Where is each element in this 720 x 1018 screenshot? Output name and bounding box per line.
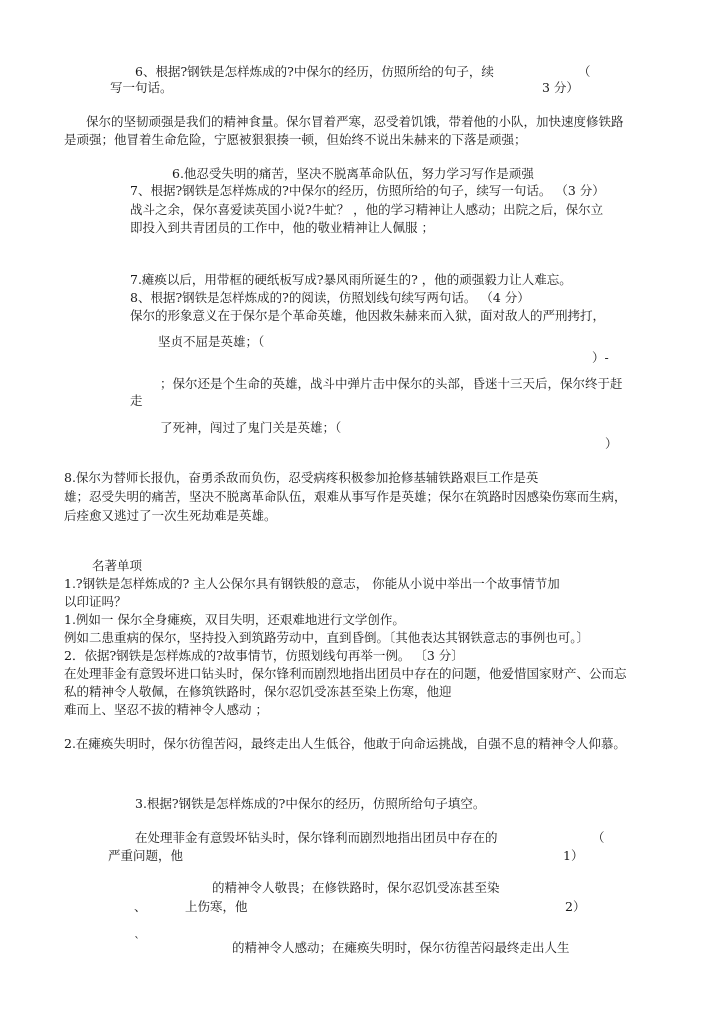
question-8-text-2-cont: 走 [130,393,143,408]
item-2-text-cont: 私的精神令人敬佩，在修筑铁路时，保尔忍饥受冻甚至染上伤寒，他迎 [64,684,452,699]
bracket-open: （ [592,830,605,845]
item-1-prompt: 1.?钢铁是怎样炼成的? 主人公保尔具有钢铁般的意志， 你能从小说中举出一个故事情节加 [64,576,560,591]
item-3-prompt: 3.根据?钢铁是怎样炼成的?中保尔的经历，仿照所给句子填空。 [135,796,486,811]
bracket-close: ） [605,436,618,451]
item-1-example-2: 例如二患重病的保尔，坚持投入到筑路劳动中，直到昏倒。〔其他表达其钢铁意志的事例也可。〕 [64,630,590,645]
stray-mark: ` [134,934,141,949]
score-label: 3 分） [542,80,579,95]
question-6-prompt: 6、根据?钢铁是怎样炼成的?中保尔的经历，仿照所给的句子，续 [135,64,494,79]
item-3-text-2: 的精神令人敬畏；在修铁路时，保尔忍饥受冻甚至染 [212,880,500,895]
item-1-example-1: 1.例如一 保尔全身瘫痪，双目失明，还艰难地进行文学创作。 [64,612,405,627]
answer-8: 8.保尔为替师长报仇，奋勇杀敌而负伤，忍受病疼积极参加抢修基辅铁路艰巨工作是英 [64,470,539,485]
question-8-blank-1: 坚贞不屈是英雄；（ [158,334,265,349]
item-2-answer: 2.在瘫痪失明时，保尔彷徨苦闷，最终走出人生低谷，他敢于向命运挑战，自强不息的精神令人仰慕。 [64,736,626,751]
answer-8-cont: 雄；忍受失明的痛苦，坚决不脱离革命队伍，艰难从事写作是英雄；保尔在筑路时因感染伤寒而生病， [64,489,627,504]
answer-7: 7.瘫痪以后，用带框的硬纸板写成?暴风雨所诞生的? ，他的顽强毅力让人难忘。 [130,272,572,287]
bracket-close: ）- [592,350,609,365]
item-2-text-end: 难而上、坚忍不拔的精神令人感动 ； [64,702,268,717]
item-3-text-4: 的精神令人感动；在瘫痪失明时，保尔彷徨苦闷最终走出人生 [232,940,570,955]
bracket-open: （ [578,64,591,79]
section-title: 名著单项 [92,558,143,573]
question-7-text: 战斗之余，保尔喜爱读英国小说?牛虻？ ，他的学习精神让人感动；出院之后，保尔立 [130,202,604,217]
item-3-text: 在处理菲金有意毁坏钻头时，保尔锋利而剧烈地指出团员中存在的 [135,830,498,845]
example-paragraph-cont: 是顽强；他冒着生命危险，宁愿被狠狠揍一顿，但始终不说出朱赫来的下落是顽强； [64,132,527,147]
blank-number-1: 1） [563,848,584,863]
item-3-text-cont: 严重问题，他 [108,848,184,863]
question-7-prompt: 7、根据?钢铁是怎样炼成的?中保尔的经历，仿照所给的句子，续写一句话。 （3 分） [130,183,605,198]
answer-8-end: 后痊愈又逃过了一次生死劫难是英雄。 [64,508,277,523]
item-3-text-3: 上伤寒，他 [185,899,248,914]
answer-6: 6.他忍受失明的痛苦，坚决不脱离革命队伍，努力学习写作是顽强 [172,166,534,181]
question-8-text-2: ；保尔还是个生命的英雄，战斗中弹片击中保尔的头部，昏迷十三天后，保尔终于赶 [160,376,623,391]
list-separator: 、 [134,899,147,914]
item-2-text: 在处理菲金有意毁坏进口钻头时，保尔锋利而剧烈地指出团员中存在的问题，他爱惜国家财产、公而忘 [64,666,627,681]
question-7-text-cont: 即投入到共青团员的工作中，他的敬业精神让人佩服 ； [130,220,434,235]
question-8-text: 保尔的形象意义在于保尔是个革命英雄，他因救朱赫来而入狱，面对敌人的严刑拷打， [130,308,606,323]
item-1-prompt-cont: 以印证吗？ [64,594,127,609]
blank-number-2: 2） [565,899,586,914]
example-paragraph: 保尔的坚韧顽强是我们的精神食量。保尔冒着严寒，忍受着饥饿，带着他的小队，加快速度修铁路 [86,114,624,129]
question-6-prompt-cont: 写一句话。 [110,80,173,95]
item-2-prompt: 2．依据?钢铁是怎样炼成的?故事情节，仿照划线句再举一例。 〔3 分〕 [64,648,464,663]
question-8-prompt: 8、根据?钢铁是怎样炼成的?的阅读，仿照划线句续写两句话。 （4 分） [130,290,530,305]
question-8-blank-2: 了死神，闯过了鬼门关是英雄；（ [160,420,342,435]
